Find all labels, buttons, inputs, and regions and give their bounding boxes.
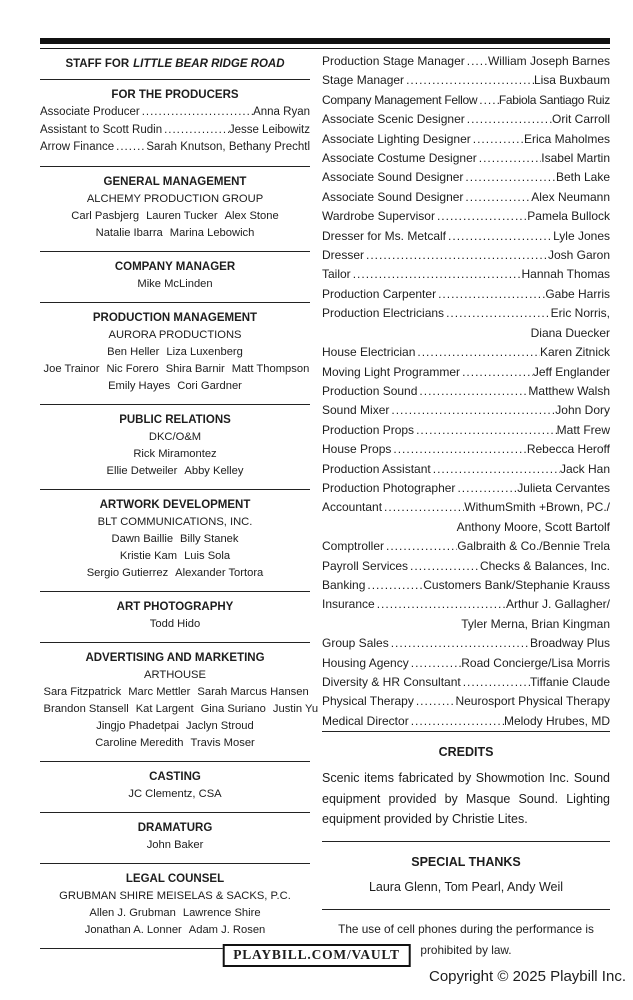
credit-row: [322, 265, 610, 284]
credit-name: Eric Norris,: [550, 306, 610, 321]
staff-names-line: [40, 701, 319, 718]
dot-leader: [365, 576, 423, 595]
credit-row: [322, 634, 610, 653]
staff-name: Adam J. Rosen: [188, 923, 266, 936]
staff-names-line: [40, 684, 310, 701]
credit-name: Sarah Knutson, Bethany Prechtl: [146, 141, 310, 153]
credit-row: [322, 712, 610, 731]
dot-leader: [382, 498, 464, 517]
credit-row: [322, 207, 610, 226]
credit-name: Beth Lake: [555, 170, 610, 185]
staff-names-line: [40, 344, 310, 361]
credit-name: Alex Neumann: [531, 189, 610, 204]
credit-role: Production Props: [322, 422, 415, 437]
staff-section: [40, 252, 310, 302]
credit-name: Orit Carroll: [551, 112, 610, 127]
credit-row: [322, 401, 610, 420]
credit-entries: [322, 52, 610, 731]
credits-heading: CREDITS: [438, 745, 494, 760]
credit-row: [322, 673, 610, 692]
special-thanks-heading: SPECIAL THANKS: [411, 854, 521, 869]
credit-row: [322, 692, 610, 711]
credit-row: [322, 188, 610, 207]
credit-name: Matt Frew: [556, 422, 610, 437]
credit-role: Dresser: [322, 248, 365, 263]
credit-name: Tiffanie Claude: [529, 675, 610, 689]
staff-names-line: [40, 837, 310, 854]
staff-names-line: [40, 514, 310, 531]
credit-name: Gabe Harris: [545, 286, 610, 301]
credit-role: Accountant: [322, 500, 383, 515]
dot-leader: [455, 479, 517, 498]
staff-name: Natalie Ibarra: [95, 226, 163, 239]
credit-name: Karen Zitnick: [539, 345, 610, 360]
staff-name: Mike McLinden: [137, 277, 213, 290]
staff-names-line: [40, 905, 310, 922]
staff-names-line: [40, 361, 310, 378]
staff-sections: [40, 80, 319, 949]
staff-name: DKC/O&M: [148, 430, 202, 443]
credit-name: William Joseph Barnes: [487, 54, 610, 68]
dot-leader: [461, 673, 530, 692]
credit-name: Jack Han: [559, 461, 610, 476]
staff-section: [40, 813, 310, 863]
staff-section: [40, 762, 310, 812]
credit-name: Anna Ryan: [253, 106, 310, 118]
staff-name: Shira Barnir: [165, 362, 225, 375]
dot-leader: [391, 440, 526, 459]
staff-name: Todd Hido: [149, 617, 201, 630]
credit-role: Insurance: [322, 597, 375, 612]
staff-names-line: [40, 225, 310, 242]
section-heading: GENERAL MANAGEMENT: [103, 175, 247, 188]
dot-leader: [417, 382, 528, 401]
credit-role: Production Electricians: [322, 306, 445, 321]
staff-name: Marina Lebowich: [169, 226, 255, 239]
top-rule-thick: [40, 38, 610, 44]
staff-name: Matt Thompson: [231, 362, 310, 375]
dot-leader: [404, 71, 534, 90]
cell-phone-notice: The use of cell phones during the performance is prohibited by law.: [338, 921, 594, 957]
staff-name: Ben Heller: [107, 345, 160, 358]
staff-name: Marc Mettler: [128, 685, 191, 698]
staff-names-line: [40, 616, 310, 633]
staff-name: Justin Yu: [272, 702, 319, 715]
section-heading: ART PHOTOGRAPHY: [116, 600, 234, 613]
staff-names-line: [40, 718, 310, 735]
credit-name-continuation: Anthony Moore, Scott Bartolf: [456, 519, 610, 534]
dot-leader: [409, 712, 504, 731]
dot-leader: [384, 537, 457, 556]
staff-name: Kat Largent: [135, 702, 194, 715]
dot-leader: [431, 460, 560, 479]
credit-name: Customers Bank/Stephanie Krauss: [423, 577, 610, 592]
staff-names-line: [40, 429, 310, 446]
staff-section: [40, 643, 319, 761]
dot-leader: [389, 401, 555, 420]
staff-section: [40, 405, 310, 489]
credit-role: Payroll Services: [322, 558, 409, 573]
credit-row: [322, 343, 610, 362]
credit-name: Neurosport Physical Therapy: [455, 694, 610, 709]
credit-name: Broadway Plus: [529, 636, 610, 651]
staff-name: JC Clementz, CSA: [128, 787, 222, 800]
credit-name: Lyle Jones: [553, 228, 610, 243]
credit-row: [322, 149, 610, 168]
staff-section: [40, 303, 310, 404]
left-column: [40, 49, 319, 949]
credit-role: Production Photographer: [322, 480, 456, 495]
dot-leader: [444, 304, 551, 323]
staff-name: Lauren Tucker: [146, 209, 218, 222]
credit-row: [322, 285, 610, 304]
dot-leader: [446, 227, 553, 246]
dot-leader: [465, 52, 488, 71]
staff-name: Nic Forero: [106, 362, 159, 375]
credit-row: [322, 91, 610, 110]
credit-role: Banking: [322, 577, 366, 592]
staff-names-line: [40, 735, 310, 752]
credit-role: Wardrobe Supervisor: [322, 209, 435, 224]
staff-section: [40, 490, 310, 591]
staff-name: Rick Miramontez: [133, 447, 217, 460]
dot-leader: [414, 692, 456, 711]
staff-name: Gina Suriano: [200, 702, 266, 715]
staff-name: BLT COMMUNICATIONS, INC.: [97, 515, 253, 528]
credit-role: House Props: [322, 442, 392, 457]
credit-name: Julieta Cervantes: [517, 480, 610, 495]
credit-name: Isabel Martin: [541, 151, 610, 166]
credit-name: John Dory: [555, 403, 610, 418]
credit-row: [322, 557, 610, 576]
staff-name: ARTHOUSE: [144, 668, 206, 681]
dot-leader: [436, 285, 545, 304]
staff-name: Alex Stone: [224, 209, 279, 222]
credit-row: [40, 122, 310, 140]
credit-name: Lisa Buxbaum: [533, 73, 610, 88]
credit-role: Production Carpenter: [322, 286, 437, 301]
section-heading: ARTWORK DEVELOPMENT: [99, 498, 251, 511]
page-title-prefix: STAFF FOR: [65, 58, 130, 70]
credit-row: [322, 421, 610, 440]
staff-name: Liza Luxenberg: [166, 345, 243, 358]
staff-names-line: [40, 378, 310, 395]
dot-leader: [415, 343, 540, 362]
credit-role: Medical Director: [322, 713, 409, 728]
dot-leader: [140, 104, 253, 122]
credits-divider-top: [322, 731, 610, 732]
credit-role: Associate Producer: [40, 106, 140, 118]
staff-name: Jingjo Phadetpai: [96, 719, 179, 732]
staff-names-line: [40, 786, 310, 803]
dot-leader: [465, 110, 552, 129]
staff-name: Sarah Marcus Hansen: [197, 685, 309, 698]
credit-role: Group Sales: [322, 636, 389, 651]
credit-row: [322, 246, 610, 265]
special-thanks-names: Laura Glenn, Tom Pearl, Andy Weil: [368, 879, 564, 894]
credit-row: [322, 227, 610, 246]
two-column-layout: [40, 49, 610, 961]
right-column: [322, 49, 610, 961]
credit-name: Hannah Thomas: [521, 267, 610, 282]
credit-row: [322, 304, 610, 323]
dot-leader: [463, 188, 531, 207]
staff-name: ALCHEMY PRODUCTION GROUP: [86, 192, 264, 205]
staff-name: Carl Pasbjerg: [71, 209, 140, 222]
credit-name: Rebecca Heroff: [526, 442, 610, 457]
credit-role: Tailor: [322, 267, 351, 282]
credit-row: [322, 498, 610, 517]
dot-leader: [463, 168, 556, 187]
credit-row: [322, 110, 610, 129]
staff-names-line: [40, 276, 310, 293]
staff-names-line: [40, 922, 310, 939]
credit-role: Moving Light Programmer: [322, 364, 461, 379]
staff-name: Abby Kelley: [184, 464, 244, 477]
staff-name: Jaclyn Stroud: [185, 719, 254, 732]
dot-leader: [389, 634, 530, 653]
staff-name: Alexander Tortora: [175, 566, 264, 579]
section-heading: COMPANY MANAGER: [114, 260, 236, 273]
credit-role: Stage Manager: [322, 73, 405, 88]
credit-name: Josh Garon: [547, 248, 610, 263]
staff-name: Lawrence Shire: [182, 906, 261, 919]
copyright-text: Copyright © 2025 Playbill Inc.: [429, 968, 626, 985]
credit-role: Associate Sound Designer: [322, 170, 464, 185]
staff-name: GRUBMAN SHIRE MEISELAS & SACKS, P.C.: [59, 889, 291, 902]
credit-role: Arrow Finance: [40, 141, 115, 153]
credit-row: [322, 440, 610, 459]
staff-name: Billy Stanek: [180, 532, 239, 545]
dot-leader: [460, 363, 533, 382]
staff-name: Travis Moser: [190, 736, 255, 749]
staff-name: Kristie Kam: [119, 549, 178, 562]
staff-name: Emily Hayes: [108, 379, 171, 392]
credit-row: [322, 537, 610, 556]
credit-role: Dresser for Ms. Metcalf: [322, 228, 447, 243]
staff-name: Dawn Baillie: [111, 532, 174, 545]
credit-name: Erica Maholmes: [523, 131, 610, 146]
credit-name: WithumSmith +Brown, PC./: [464, 500, 610, 515]
credit-name: Jesse Leibowitz: [228, 123, 310, 136]
credit-name: Galbraith & Co./Bennie Trela: [457, 539, 610, 554]
dot-leader: [351, 265, 522, 284]
credit-role: Company Management Fellow: [322, 92, 478, 107]
credit-row: [322, 654, 610, 673]
credit-row: [322, 130, 610, 149]
credit-name: Pamela Bullock: [527, 209, 610, 224]
staff-names-line: [40, 565, 310, 582]
staff-name: Jonathan A. Lonner: [84, 923, 182, 936]
special-thanks-divider-top: [322, 841, 610, 842]
credit-name-continuation: Diana Duecker: [530, 325, 610, 340]
staff-name: Caroline Meredith: [95, 736, 184, 749]
credits-paragraph: Scenic items fabricated by Showmotion Inc. Sound equipment provided by Masque Sound. Lighting equipment provided by Christie Lites.: [322, 771, 610, 827]
credit-role: Physical Therapy: [322, 694, 414, 709]
playbill-vault-badge[interactable]: PLAYBILL.COM/VAULT: [222, 944, 411, 967]
credit-name: Matthew Walsh: [528, 383, 610, 398]
credit-name: Fabiola Santiago Ruiz: [498, 92, 610, 107]
credit-row: [322, 460, 610, 479]
staff-name: Sara Fitzpatrick: [43, 685, 122, 698]
staff-name: Allen J. Grubman: [89, 906, 176, 919]
credit-row: [322, 382, 610, 401]
credit-name-continuation: Tyler Merna, Brian Kingman: [461, 616, 610, 631]
staff-names-line: [40, 888, 310, 905]
staff-name: Joe Trainor: [43, 362, 100, 375]
staff-name: John Baker: [146, 838, 204, 851]
credit-role: Production Sound: [322, 383, 418, 398]
staff-name: Sergio Gutierrez: [86, 566, 169, 579]
staff-names-line: [40, 191, 310, 208]
dot-leader: [477, 149, 542, 168]
credit-role: Associate Sound Designer: [322, 189, 464, 204]
dot-leader: [435, 207, 527, 226]
staff-names-line: [40, 667, 310, 684]
credit-role: Sound Mixer: [322, 403, 390, 418]
credit-role: Housing Agency: [322, 655, 409, 670]
section-heading: LEGAL COUNSEL: [125, 872, 225, 885]
staff-names-line: [40, 327, 310, 344]
credit-name: Jeff Englander: [532, 364, 610, 379]
staff-names-line: [40, 548, 310, 565]
staff-names-line: [40, 208, 310, 225]
staff-name: Luis Sola: [184, 549, 231, 562]
staff-section: [40, 592, 310, 642]
credit-role: House Electrician: [322, 345, 416, 360]
staff-section: [40, 864, 310, 948]
dot-leader: [409, 654, 462, 673]
credit-role: Associate Costume Designer: [322, 151, 477, 166]
credit-row: [322, 576, 610, 595]
dot-leader: [414, 421, 557, 440]
section-heading: PUBLIC RELATIONS: [119, 413, 231, 426]
credit-row: [322, 52, 610, 71]
credit-role: Comptroller: [322, 539, 385, 554]
dot-leader: [375, 595, 506, 614]
credit-role: Production Assistant: [322, 461, 431, 476]
credit-row: [322, 595, 610, 614]
credit-name: Road Concierge/Lisa Morris: [461, 655, 610, 670]
dot-leader: [114, 139, 146, 157]
staff-names-line: [40, 446, 310, 463]
credit-name: Arthur J. Gallagher/: [505, 597, 610, 612]
credit-role: Associate Lighting Designer: [322, 131, 471, 146]
credit-name: Checks & Balances, Inc.: [479, 558, 610, 573]
notice-divider-top: [322, 909, 610, 910]
page-title: [40, 49, 310, 79]
show-title: LITTLE BEAR RIDGE ROAD: [133, 58, 285, 70]
credit-row: [40, 139, 310, 157]
dot-leader: [408, 557, 480, 576]
staff-names-line: [40, 531, 310, 548]
credit-role: Assistant to Scott Rudin: [40, 123, 163, 136]
staff-name: Brandon Stansell: [43, 702, 129, 715]
credit-role: Production Stage Manager: [322, 54, 465, 68]
staff-names-line: [40, 463, 310, 480]
dot-leader: [162, 122, 229, 140]
section-heading: ADVERTISING AND MARKETING: [85, 651, 265, 664]
section-heading: PRODUCTION MANAGEMENT: [92, 311, 258, 324]
credit-name: Melody Hrubes, MD: [503, 713, 610, 728]
section-heading: FOR THE PRODUCERS: [111, 89, 239, 101]
section-heading: DRAMATURG: [137, 821, 213, 834]
staff-name: Cori Gardner: [177, 379, 242, 392]
credit-row: [322, 168, 610, 187]
dot-leader: [471, 130, 524, 149]
staff-section: [40, 80, 310, 166]
credit-row: [322, 71, 610, 90]
credit-role: Diversity & HR Consultant: [322, 675, 461, 689]
credit-row: [322, 363, 610, 382]
credit-role: Associate Scenic Designer: [322, 112, 465, 127]
staff-name: AURORA PRODUCTIONS: [108, 328, 242, 341]
staff-section: [40, 167, 310, 251]
dot-leader: [477, 91, 499, 110]
section-heading: CASTING: [149, 770, 201, 783]
dot-leader: [364, 246, 548, 265]
staff-name: Ellie Detweiler: [106, 464, 178, 477]
credit-row: [40, 104, 310, 122]
credit-row: [322, 479, 610, 498]
